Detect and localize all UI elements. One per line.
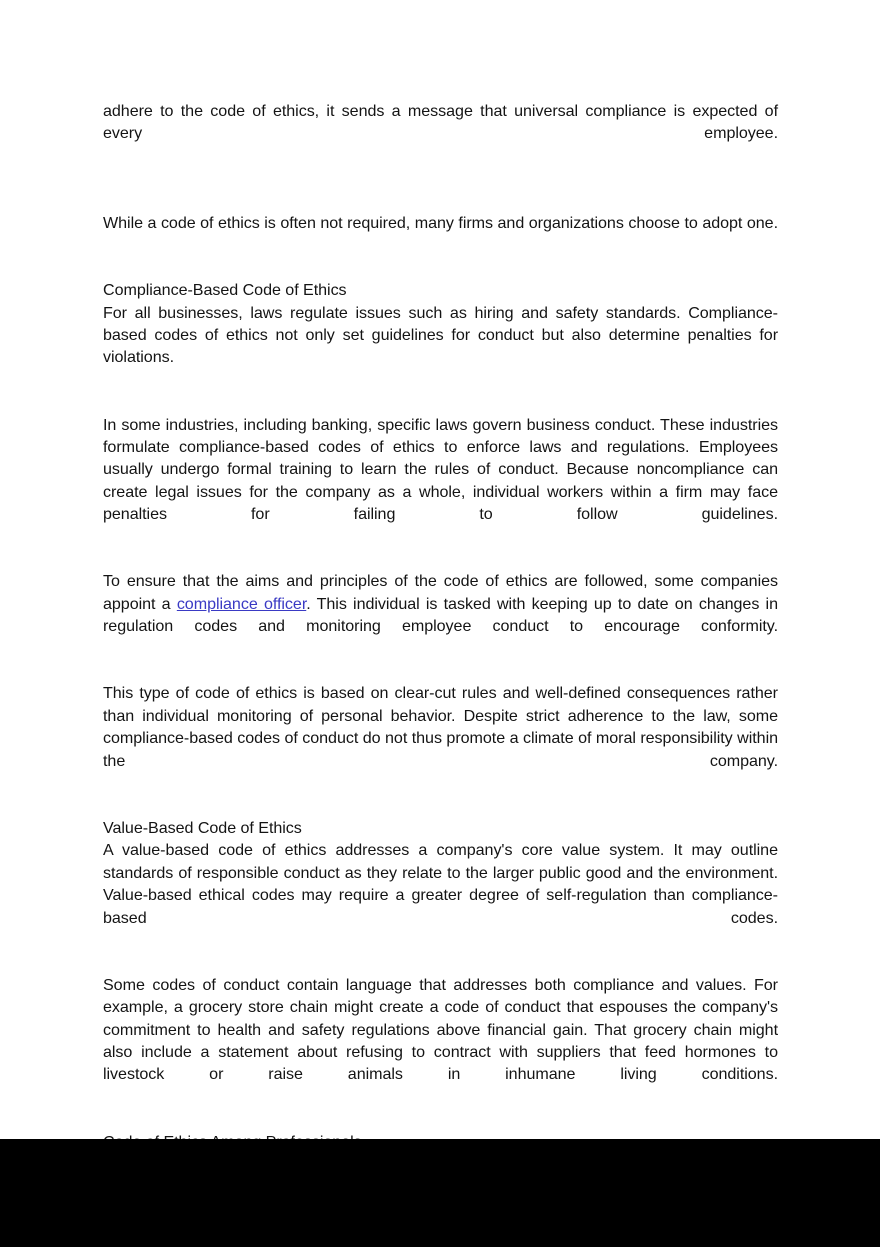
paragraph-spacer: [103, 660, 778, 682]
paragraph-a-value-based-code: A value-based code of ethics addresses a company's core value system. It may outline standards of responsible conduct as they relate to the larger public good and the environment. Value-based ethical codes may require a greater degree of self-regulation than compliance-based codes.: [103, 841, 778, 927]
heading-value-based-code-of-ethics: Value-Based Code of Ethics: [103, 818, 302, 837]
heading-compliance-based-code-of-ethics: Compliance-Based Code of Ethics: [103, 281, 347, 300]
paragraph-in-some-industries: In some industries, including banking, specific laws govern business conduct. These industries formulate compliance-based codes of ethics to enforce laws and regulations. Employees usually undergo formal training to learn the rules of conduct. Because noncompliance can create legal issues for the company as a whole, individual workers within a firm may face penalties for failing to follow guidelines.: [103, 415, 778, 524]
paragraph-spacer: [103, 257, 778, 279]
blank-line-spacer: [103, 167, 778, 212]
paragraph-spacer: [103, 951, 778, 973]
paragraph-adhere-to-code: adhere to the code of ethics, it sends a message that universal compliance is expected of every employee.: [103, 102, 778, 143]
paragraph-some-codes-of-conduct: Some codes of conduct contain language that addresses both compliance and values. For example, a grocery store chain might create a code of conduct that espouses the company's commitment to health and safety regulations above financial gain. That grocery chain might also include a statement about refusing to contract with suppliers that feed hormones to livestock or raise animals in inhumane living conditions.: [103, 975, 778, 1084]
paragraph-to-ensure-aims-and-principles: [103, 570, 778, 660]
document-body: [103, 100, 778, 1153]
footer-black-band: [0, 1139, 880, 1247]
paragraph-spacer: [103, 795, 778, 817]
paragraph-for-all-businesses: For all businesses, laws regulate issues such as hiring and safety standards. Compliance-based codes of ethics not only set guidelines for conduct but also determine penalties for violations.: [103, 303, 778, 367]
paragraph-text-after-link: . This individual is tasked with keeping up to date on changes in regulation codes and monitoring employee conduct to encourage conformity.: [103, 594, 778, 636]
paragraph-this-type-of-code: This type of code of ethics is based on clear-cut rules and well-defined consequences rather than individual monitoring of personal behavior. Despite strict adherence to the law, some compliance-based codes of conduct do not thus promote a climate of moral responsibility within the company.: [103, 684, 778, 770]
compliance-officer-link[interactable]: compliance officer: [176, 594, 307, 613]
paragraph-spacer: [103, 548, 778, 570]
paragraph-spacer: [103, 391, 778, 413]
paragraph-spacer: [103, 1108, 778, 1130]
paragraph-while-code-often-not-required: While a code of ethics is often not required, many firms and organizations choose to adopt one.: [103, 214, 778, 233]
paragraph-text-before-link: To ensure that the aims and principles of the code of ethics are followed, some companies appoint a: [103, 572, 778, 613]
